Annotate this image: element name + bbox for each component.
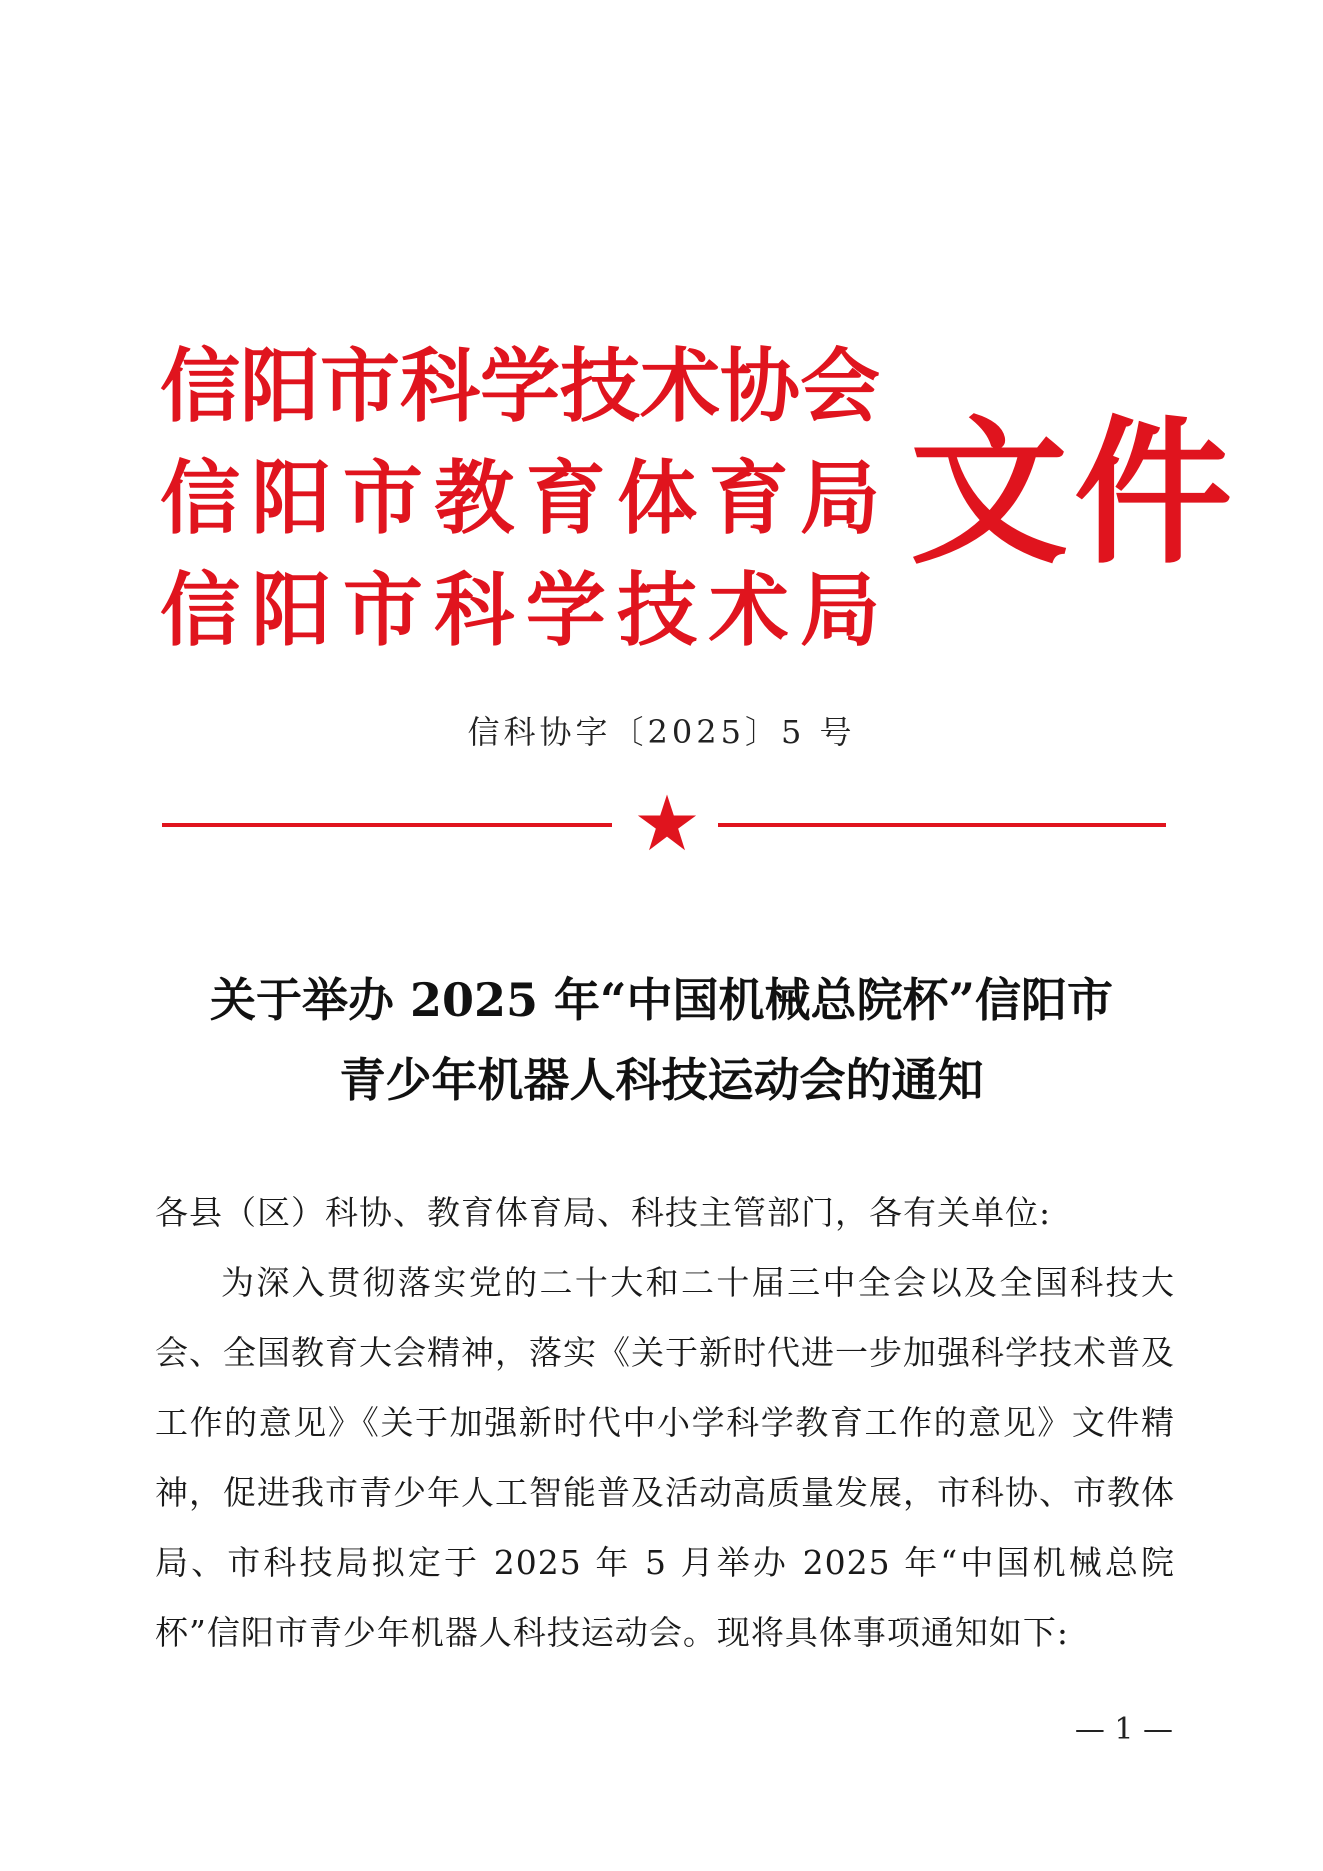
red-rule-left	[162, 823, 612, 827]
title-line-2: 青少年机器人科技运动会的通知	[339, 1053, 984, 1107]
issuer-line-1: 信阳市科学技术协会	[160, 339, 880, 433]
title-line-1: 关于举办 2025 年“中国机械总院杯”信阳市	[210, 973, 1113, 1027]
salutation: 各县（区）科协、教育体育局、科技主管部门，各有关单位:	[155, 1193, 1052, 1232]
document-number: 信科协字〔2025〕5 号	[467, 713, 856, 751]
red-rule-right	[718, 823, 1166, 827]
page-number: — 1 —	[1074, 1712, 1173, 1747]
issuer-block	[160, 330, 880, 666]
issuer-line-2: 信阳市教育体育局	[160, 451, 880, 545]
document-body	[155, 1178, 1175, 1668]
document-title	[0, 960, 1323, 1120]
document-type-label: 文件	[910, 401, 1238, 586]
red-star-icon	[636, 792, 698, 854]
issuer-line-3: 信阳市科学技术局	[160, 563, 880, 657]
body-paragraph: 为深入贯彻落实党的二十大和二十届三中全会以及全国科技大会、全国教育大会精神，落实《关于新时代进一步加强科学技术普及工作的意见》《关于加强新时代中小学科学教育工作的意见》文件精神，促进我市青少年人工智能普及活动高质量发展，市科协、市教体局、市科技局拟定于 2025 年 5 月举办 2025 年“中国机械总院杯”信阳市青少年机器人科技运动会。现将具体事项通知如下:	[155, 1263, 1175, 1652]
